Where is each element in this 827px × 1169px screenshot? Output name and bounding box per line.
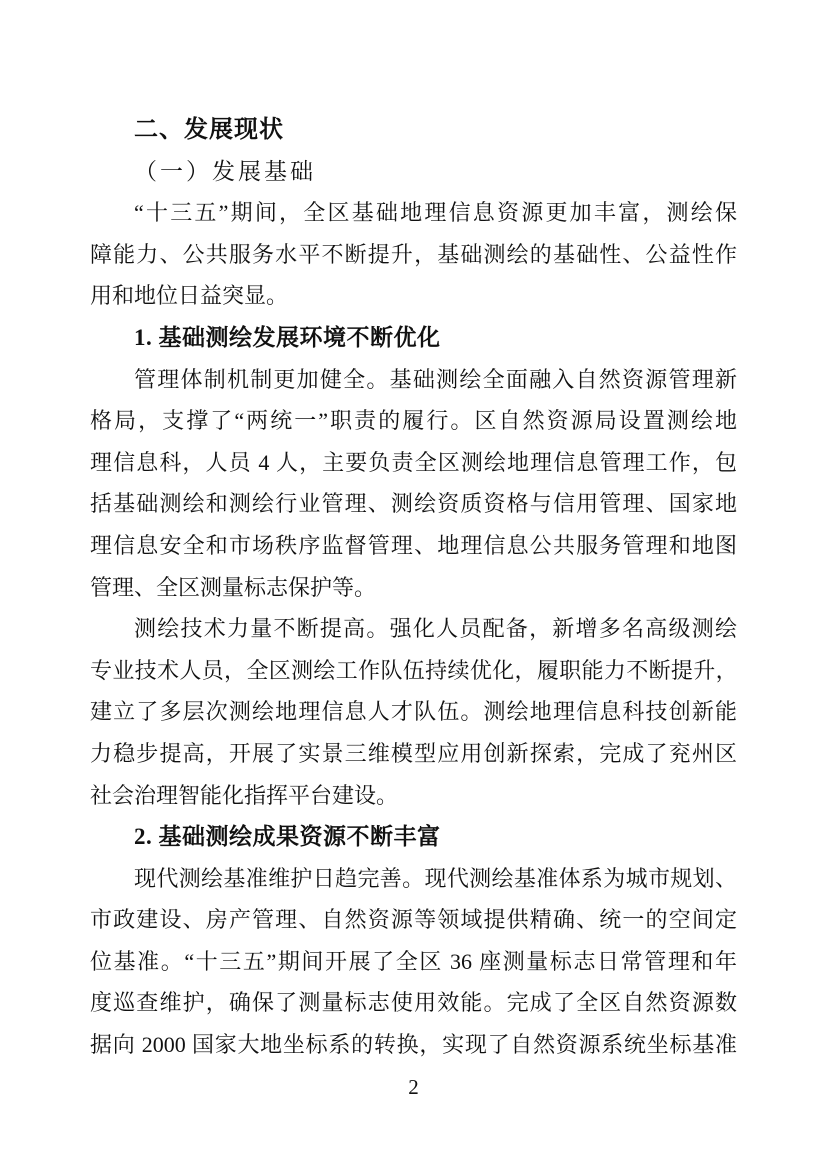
- paragraph-line: 度巡查维护，确保了测量标志使用效能。完成了全区自然资源数: [90, 990, 737, 1016]
- paragraph-line: 现代测绘基准维护日趋完善。现代测绘基准体系为城市规划、: [134, 865, 737, 891]
- paragraph-line: 格局，支撑了“两统一”职责的履行。区自然资源局设置测绘地: [90, 408, 738, 434]
- paragraph-line: 理信息科，人员 4 人，主要负责全区测绘地理信息管理工作，包: [90, 449, 737, 475]
- page-number: 2: [408, 1075, 419, 1099]
- paragraph-line: 据向 2000 国家大地坐标系的转换，实现了自然资源系统坐标基准: [90, 1032, 737, 1058]
- paragraph-line: 位基准。“十三五”期间开展了全区 36 座测量标志日常管理和年: [90, 948, 737, 974]
- paragraph-line: 括基础测绘和测绘行业管理、测绘资质资格与信用管理、国家地: [90, 491, 737, 517]
- paragraph-line: 专业技术人员，全区测绘工作队伍持续优化，履职能力不断提升，: [90, 657, 737, 683]
- paragraph-line: 测绘技术力量不断提高。强化人员配备，新增多名高级测绘: [134, 616, 737, 642]
- paragraph-line: 社会治理智能化指挥平台建设。: [90, 782, 399, 808]
- paragraph-line: 市政建设、房产管理、自然资源等领域提供精确、统一的空间定: [90, 907, 737, 933]
- numbered-heading-2: 2. 基础测绘成果资源不断丰富: [134, 824, 441, 850]
- section-heading: 二、发展现状: [134, 116, 284, 143]
- paragraph-line: 障能力、公共服务水平不断提升，基础测绘的基础性、公益性作: [90, 241, 737, 267]
- paragraph-line: “十三五”期间，全区基础地理信息资源更加丰富，测绘保: [134, 200, 737, 226]
- paragraph-line: 管理体制机制更加健全。基础测绘全面融入自然资源管理新: [134, 366, 737, 392]
- numbered-heading-1: 1. 基础测绘发展环境不断优化: [134, 324, 441, 350]
- paragraph-line: 用和地位日益突显。: [90, 283, 289, 309]
- text-column: [90, 109, 737, 1066]
- paragraph-line: 力稳步提高，开展了实景三维模型应用创新探索，完成了兖州区: [90, 740, 737, 766]
- paragraph-line: 理信息安全和市场秩序监督管理、地理信息公共服务管理和地图: [90, 532, 737, 558]
- paragraph-line: 管理、全区测量标志保护等。: [90, 574, 377, 600]
- subsection-heading: （一）发展基础: [134, 158, 316, 184]
- paragraph-line: 建立了多层次测绘地理信息人才队伍。测绘地理信息科技创新能: [90, 699, 737, 725]
